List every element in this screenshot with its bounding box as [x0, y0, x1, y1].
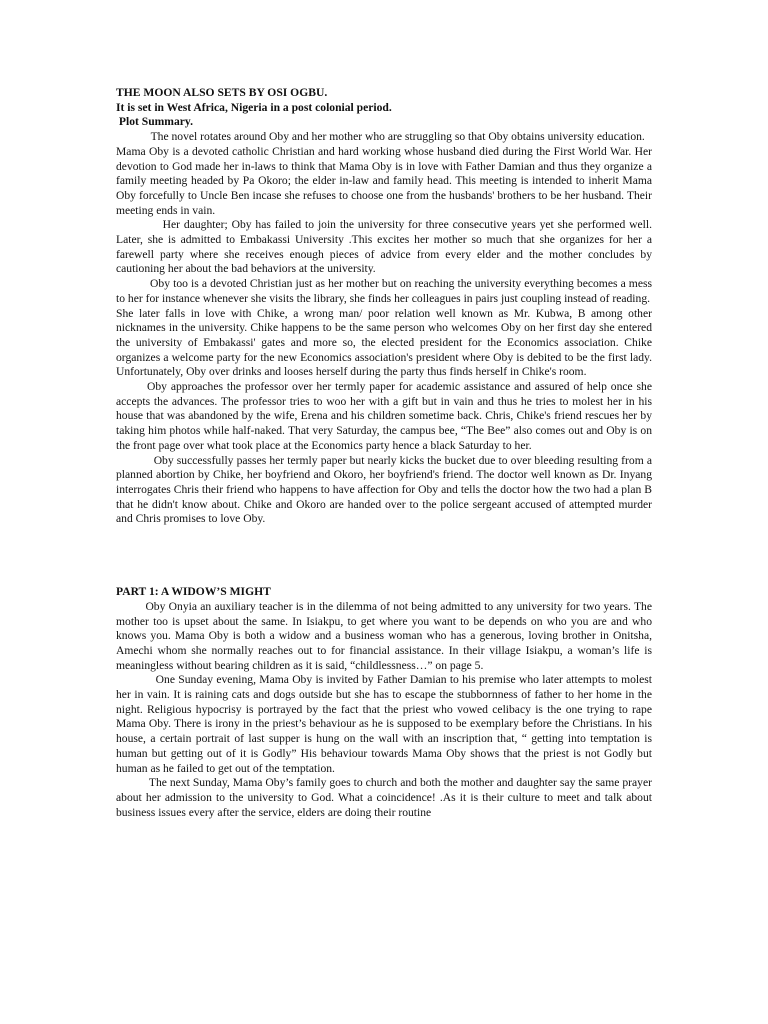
- paragraph-text: The novel rotates around Oby and her mother who are struggling so that Oby obtains university education.: [150, 130, 645, 144]
- paragraph: [116, 454, 652, 528]
- paragraph: [116, 145, 652, 219]
- paragraph-text: Oby approaches the professor over her termly paper for academic assistance and assured of help once she accepts the advances. The professor tries to woo her with a gift but in vain and thus he tries to molest her in his house that was abandoned by the wife, Erena and his children sometime back. Chris, Chike's friend rescues her by taking him photos while half-naked. That very Saturday, the campus bee, “The Bee” also comes out and Oby is on the front page over what took place at the Economics party hence a black Saturday to her.: [116, 380, 652, 452]
- paragraph-indent: [116, 218, 163, 231]
- document-body: [116, 86, 652, 820]
- paragraph-text: Her daughter; Oby has failed to join the university for three consecutive years yet she performed well. Later, she is admitted to Embakassi University .This excites her mother so much that she organizes for her a farewell party where she receives enough pieces of advice from every elder and the mother concludes by cautioning her about the bad behaviors at the university.: [116, 218, 653, 276]
- paragraph-text: Oby successfully passes her termly paper but nearly kicks the bucket due to over bleeding resulting from a planned abortion by Chike, her boyfriend and Okoro, her boyfriend's friend. The doctor well known as Dr. Inyang interrogates Chris their friend who happens to have affection for Oby and tells the doctor how the two had a plan B that he didn't know about. Chike and Okoro are handed over to the police sergeant accused of attempted murder and Chris promises to love Oby.: [116, 453, 653, 526]
- paragraph: [116, 673, 652, 776]
- document-title: THE MOON ALSO SETS BY OSI OGBU.: [116, 86, 328, 99]
- paragraph-indent: [116, 277, 150, 290]
- section-spacer: [116, 527, 652, 585]
- paragraph-text: Oby Onyia an auxiliary teacher is in the dilemma of not being admitted to any university for two years. The mother too is upset about the same. In Isiakpu, to get where you want to be depends on who you are and who knows you. Mama Oby is both a widow and a business woman who has a generous, loving brother in Onitsha, Amechi whom she normally reaches out to for financial assistance. In their village Isiakpu, a woman’s life is meaningless without bearing children as it is said, “childlessness…” on page 5.: [116, 599, 652, 672]
- paragraph: [116, 277, 652, 306]
- part1-title: PART 1: A WIDOW’S MIGHT: [116, 585, 271, 599]
- paragraph-indent: [116, 380, 147, 393]
- paragraph: [116, 776, 652, 820]
- paragraph: [116, 600, 652, 674]
- paragraph: [116, 307, 652, 381]
- paragraph-text: The next Sunday, Mama Oby’s family goes to church and both the mother and daughter say the same prayer about her admission to the university to God. What a coincidence! .As it is their culture to meet and talk about business issues every after the service, elders are doing their routine: [116, 776, 652, 819]
- paragraph-indent: [116, 776, 149, 789]
- paragraph-indent: [116, 454, 154, 467]
- paragraph-indent: [116, 600, 145, 613]
- paragraph: [116, 218, 652, 277]
- plot-summary-section: [116, 130, 652, 527]
- paragraph-text: Oby too is a devoted Christian just as her mother but on reaching the university everything becomes a mess to her for instance whenever she visits the library, she finds her colleagues in pairs just coupling instead of reading.: [116, 277, 652, 305]
- paragraph-text: One Sunday evening, Mama Oby is invited by Father Damian to his premise who later attempts to molest her in vain. It is raining cats and dogs outside but she has to escape the stubbornness of father to her home in the night. Religious hypocrisy is portrayed by the fact that the priest who vowed celibacy is the one trying to rape Mama Oby. There is irony in the priest’s behaviour as he is supposed to be exemplary before the Christians. In his house, a certain portrait of last supper is hung on the wall with an inscription that, “ getting into temptation is human but getting out of it is Godly” His behaviour towards Mama Oby shows that the priest is not Godly but human as he failed to get out of the temptation.: [116, 673, 652, 775]
- plot-summary-heading: Plot Summary.: [116, 115, 193, 129]
- paragraph: [116, 130, 652, 145]
- paragraph-indent: [116, 673, 156, 686]
- paragraph: [116, 380, 652, 454]
- part1-section: [116, 600, 652, 821]
- paragraph-text: Mama Oby is a devoted catholic Christian and hard working whose husband died during the First World War. Her devotion to God made her in-laws to think that Mama Oby is in love with Father Damian and thus they organize a family meeting headed by Pa Okoro; the elder in-law and family head. This meeting is intended to inherit Mama Oby forcefully to Uncle Ben incase she refuses to choose one from the husbands' brothers to be her husband. Their meeting ends in vain.: [116, 144, 652, 217]
- setting-line: It is set in West Africa, Nigeria in a post colonial period.: [116, 100, 392, 114]
- paragraph-indent: [116, 130, 151, 143]
- paragraph-text: She later falls in love with Chike, a wrong man/ poor relation well known as Mr. Kubwa, B among other nicknames in the university. Chike happens to be the same person who welcomes Oby on her first day she entered the university of Embakassi' gates and more so, the elected president for the Economics association. Chike organizes a welcome party for the new Economics association's president where Oby is debited to be the first lady. Unfortunately, Oby over drinks and looses herself during the party thus finds herself in Chike's room.: [116, 306, 652, 379]
